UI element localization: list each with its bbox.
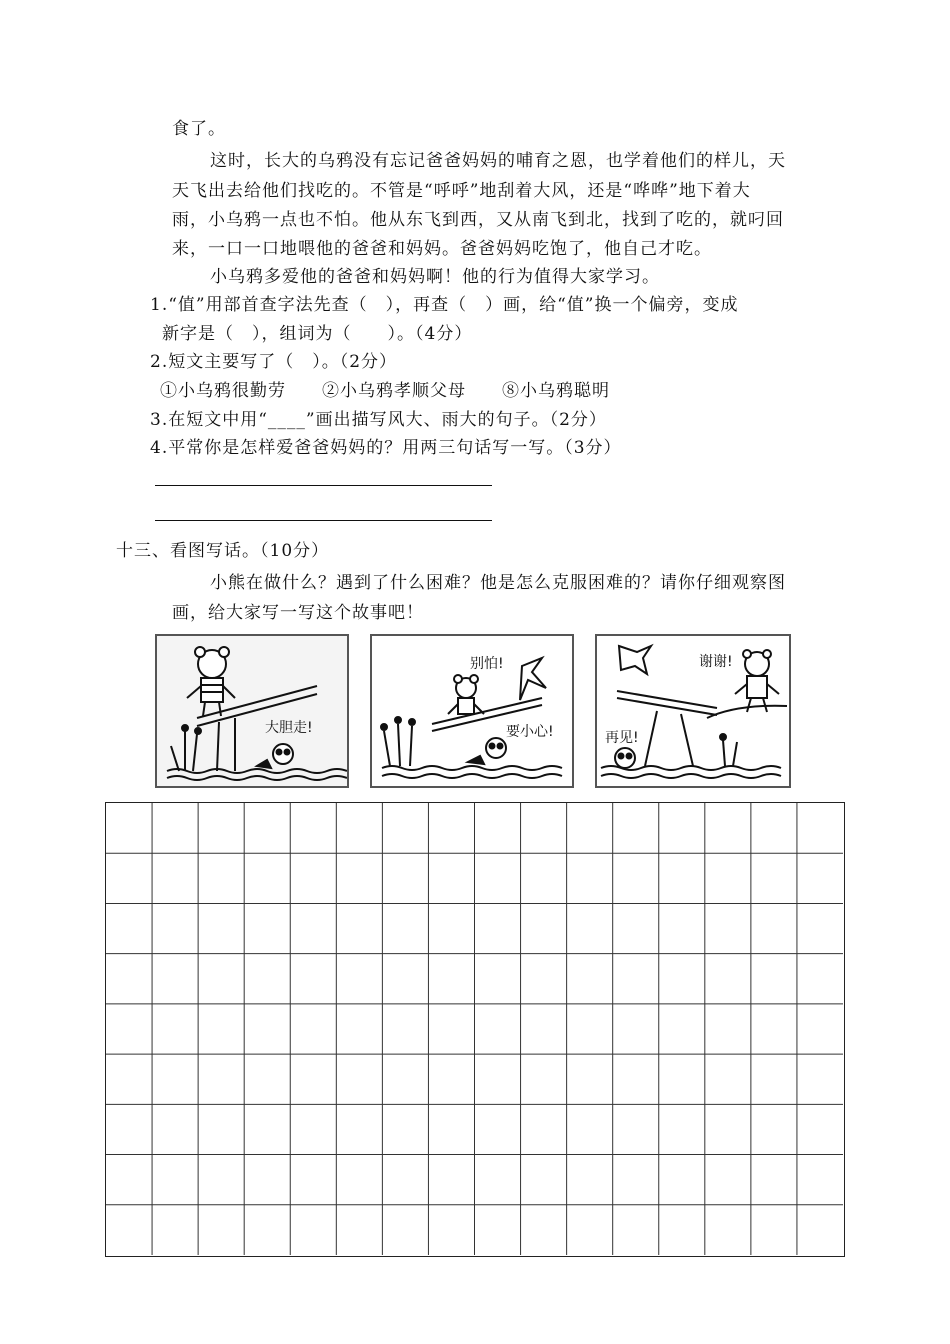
question-2-options: ①小乌鸦很勤劳 ②小乌鸦孝顺父母 ⑧小乌鸦聪明: [160, 381, 610, 401]
story-line-2: 这时，长大的乌鸦没有忘记爸爸妈妈的哺育之恩，也学着他们的样儿，天: [210, 151, 786, 171]
question-3: 3.在短文中用“____”画出描写风大、雨大的句子。（2分）: [150, 410, 607, 430]
story-line-4: 雨，小乌鸦一点也不怕。他从东飞到西，又从南飞到北，找到了吃的，就叼回: [172, 210, 784, 230]
section-13-heading: 十三、看图写话。（10分）: [116, 541, 330, 561]
writing-grid-lines: [106, 803, 843, 1255]
picture-2-bubble-1: 别怕!: [470, 656, 504, 672]
question-4: 4.平常你是怎样爱爸爸妈妈的？用两三句话写一写。（3分）: [150, 438, 622, 458]
bird-warns-bear-illustration: [372, 636, 572, 786]
section-13-prompt-line-b: 画，给大家写一写这个故事吧！: [172, 603, 424, 623]
story-line-3: 天飞出去给他们找吃的。不管是“呼呼”地刮着大风，还是“哗哗”地下着大: [172, 181, 751, 201]
section-13-prompt-line-a: 小熊在做什么？遇到了什么困难？他是怎么克服困难的？请你仔细观察图: [210, 573, 786, 593]
answer-line-2[interactable]: [155, 520, 492, 521]
writing-grid[interactable]: [105, 802, 845, 1257]
bear-thanks-bird-illustration: [597, 636, 789, 786]
picture-3-bubble-1: 谢谢!: [699, 654, 733, 670]
story-line-1: 食了。: [172, 119, 226, 139]
picture-3-bubble-2: 再见!: [605, 730, 639, 746]
picture-panel-2: [370, 634, 574, 788]
story-line-6: 小乌鸦多爱他的爸爸和妈妈啊！他的行为值得大家学习。: [210, 267, 660, 287]
picture-panel-1: [155, 634, 349, 788]
bear-on-bridge-illustration: [157, 636, 347, 786]
story-line-5: 来，一口一口地喂他的爸爸和妈妈。爸爸妈妈吃饱了，他自己才吃。: [172, 239, 712, 259]
question-1-line-b: 新字是（ ），组词为（ ）。（4分）: [162, 324, 473, 344]
picture-panel-3: [595, 634, 791, 788]
answer-line-1[interactable]: [155, 485, 492, 486]
picture-1-bubble: 大胆走!: [265, 720, 313, 736]
question-1-line-a: 1.“值”用部首查字法先查（ ），再查（ ）画，给“值”换一个偏旁，变成: [150, 295, 739, 315]
question-2: 2.短文主要写了（ ）。（2分）: [150, 352, 398, 372]
picture-2-bubble-2: 要小心!: [506, 724, 554, 740]
